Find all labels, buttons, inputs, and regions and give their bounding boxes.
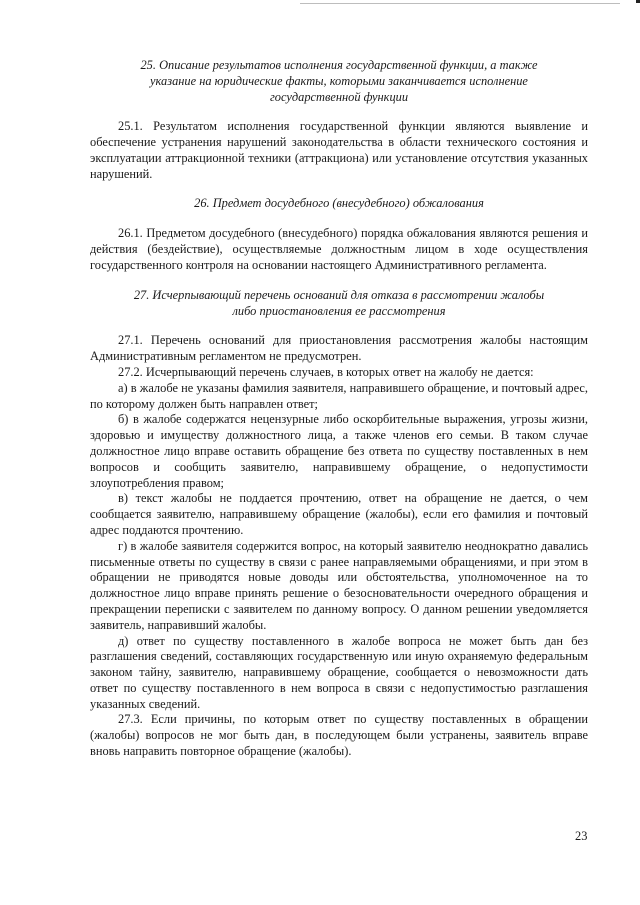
section-27-heading: 27. Исчерпывающий перечень оснований для отказа в рассмотрении жалобы либо приостановления ее рассмотрения [133, 287, 545, 318]
scan-artifact-line [300, 3, 620, 4]
list-item-d: д) ответ по существу поставленного в жалобе вопроса не может быть дан без разглашения сведений, составляющих государственную или иную охраняемую федеральным законом тайну, заявителю, направившему обращение, сообщается о невозможности дать ответ по существу поставленного в нем вопроса в связи с недопустимостью разглашения указанных сведений. [90, 633, 588, 711]
list-item-v: в) текст жалобы не поддается прочтению, ответ на обращение не дается, о чем сообщается заявителю, направившему обращение (жалобы), если его фамилия и почтовый адрес поддаются прочтению. [90, 491, 588, 537]
page-number: 23 [575, 829, 588, 843]
paragraph-27-1: 27.1. Перечень оснований для приостановления рассмотрения жалобы настоящим Административным регламентом не предусмотрен. [90, 333, 588, 364]
paragraph-27-3: 27.3. Если причины, по которым ответ по существу поставленных в обращении (жалобы) вопросов не мог быть дан, в последующем были устранены, заявитель вправе вновь направить повторное обращение (жалобы). [90, 712, 588, 759]
section-25-heading: 25. Описание результатов исполнения государственной функции, а также указание на юридические факты, которыми заканчивается исполнение государственной функции [140, 58, 538, 104]
paragraph-27-2: 27.2. Исчерпывающий перечень случаев, в которых ответ на жалобу не дается: [118, 364, 534, 379]
list-item-a: а) в жалобе не указаны фамилия заявителя, направившего обращение, и почтовый адрес, по которому должен быть направлен ответ; [90, 380, 588, 411]
paragraph-26-1: 26.1. Предметом досудебного (внесудебного) порядка обжалования являются решения и действия (бездействие), осуществляемые должностным лицом в ходе осуществления государственного контроля на основании настоящего Административного регламента. [90, 226, 588, 272]
list-item-g: г) в жалобе заявителя содержится вопрос, на который заявителю неоднократно давались письменные ответы по существу в связи с ранее направляемыми обращениями, и при этом в обращении не приводятся новые доводы или обстоятельства, уполномоченное на то должностное лицо вправе принять решение о безосновательности очередного обращения и прекращении переписки с заявителем по данному вопросу. О данном решении уведомляется заявитель, направивший жалобы. [90, 538, 588, 632]
scan-artifact-mark [636, 0, 640, 3]
list-item-b: б) в жалобе содержатся нецензурные либо оскорбительные выражения, угрозы жизни, здоровью и имуществу должностного лица, а также членов его семьи. В таком случае должностное лицо вправе оставить обращение без ответа по существу поставленных в нем вопросов и сообщить заявителю, направившему обращение, о недопустимости злоупотребления правом; [90, 412, 588, 490]
document-page [90, 58, 588, 760]
paragraph-25-1: 25.1. Результатом исполнения государственной функции являются выявление и обеспечение устранения нарушений законодательства в области технического состояния и эксплуатации аттракционной техники (аттракциона) или установление отсутствия указанных нарушений. [90, 119, 588, 181]
section-26-heading: 26. Предмет досудебного (внесудебного) обжалования [194, 195, 484, 210]
